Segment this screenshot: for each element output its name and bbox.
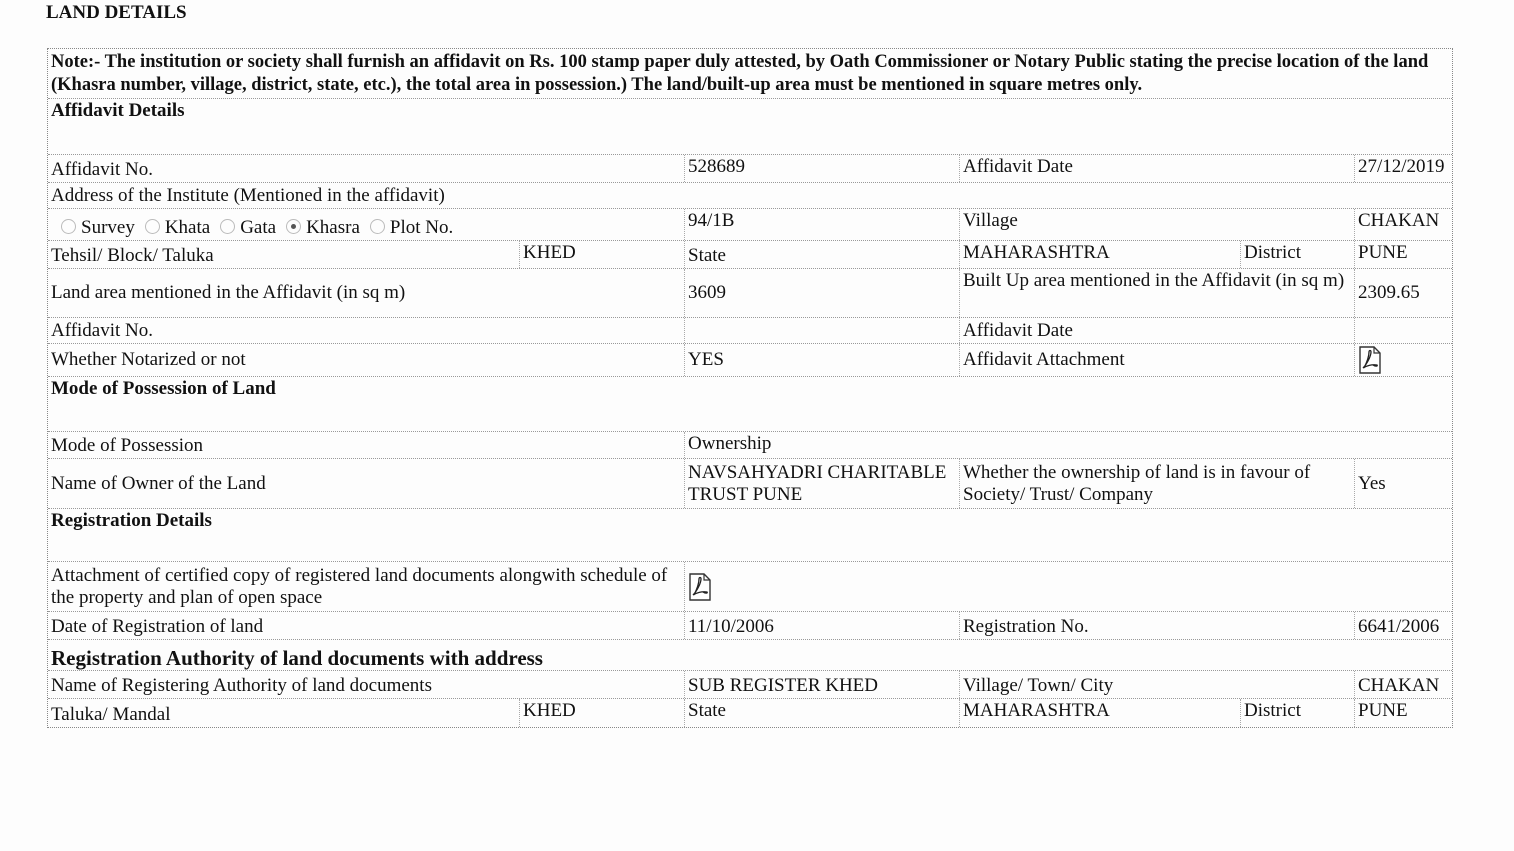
authority-taluka-label: Taluka/ Mandal xyxy=(48,699,520,727)
registration-date-label: Date of Registration of land xyxy=(48,612,685,639)
authority-name-row xyxy=(48,671,1452,699)
affidavit-no-row xyxy=(48,155,1452,183)
radio-khata[interactable] xyxy=(145,219,160,234)
authority-taluka-value: KHED xyxy=(520,699,685,727)
affidavit-date-value: 27/12/2019 xyxy=(1358,156,1445,177)
built-up-value: 2309.65 xyxy=(1358,282,1420,303)
radio-label: Khata xyxy=(164,217,211,238)
owner-label: Name of Owner of the Land xyxy=(48,459,685,508)
plot-value: 94/1B xyxy=(685,209,960,240)
note-row xyxy=(48,49,1452,99)
registration-no-value: 6641/2006 xyxy=(1358,616,1440,637)
location-type-row xyxy=(48,209,1452,241)
address-label: Address of the Institute (Mentioned in the affidavit) xyxy=(51,185,445,206)
affidavit-date-label: Affidavit Date xyxy=(960,155,1355,182)
village-label: Village xyxy=(960,209,1355,240)
owner-row xyxy=(48,459,1452,509)
affidavit-heading: Affidavit Details xyxy=(51,100,185,121)
favour-label: Whether the ownership of land is in favour of Society/ Trust/ Company xyxy=(960,459,1355,508)
authority-name-label: Name of Registering Authority of land documents xyxy=(48,671,685,698)
affidavit-no-value: 528689 xyxy=(685,155,960,182)
built-up-label: Built Up area mentioned in the Affidavit (in sq m) xyxy=(960,269,1355,317)
radio-survey[interactable] xyxy=(61,219,76,234)
authority-state-label: State xyxy=(685,699,960,727)
affidavit-no2-label: Affidavit No. xyxy=(48,318,685,343)
land-area-label: Land area mentioned in the Affidavit (in sq m) xyxy=(48,269,685,317)
authority-taluka-row xyxy=(48,699,1452,727)
radio-label: Survey xyxy=(81,217,135,238)
notarized-label: Whether Notarized or not xyxy=(48,344,685,376)
district-label: District xyxy=(1241,241,1355,268)
land-details-form xyxy=(47,48,1453,728)
possession-heading: Mode of Possession of Land xyxy=(51,378,276,399)
tehsil-row xyxy=(48,241,1452,269)
radio-label: Plot No. xyxy=(389,217,454,238)
notarized-row xyxy=(48,344,1452,377)
radio-label: Khasra xyxy=(306,217,360,238)
registration-attach-link[interactable] xyxy=(685,562,1452,611)
state-value: MAHARASHTRA xyxy=(960,241,1241,268)
mode-value: Ownership xyxy=(688,433,772,454)
registration-no-label: Registration No. xyxy=(960,612,1355,639)
registration-heading: Registration Details xyxy=(51,510,212,531)
pdf-icon[interactable] xyxy=(1358,346,1382,374)
favour-value: Yes xyxy=(1358,472,1386,494)
authority-name-value: SUB REGISTER KHED xyxy=(685,671,960,698)
registration-date-row xyxy=(48,612,1452,640)
radio-khasra[interactable] xyxy=(286,219,301,234)
affidavit-attachment-link[interactable] xyxy=(1355,344,1452,376)
address-row xyxy=(48,183,1452,209)
page-title: LAND DETAILS xyxy=(46,2,187,23)
authority-state-value: MAHARASHTRA xyxy=(960,699,1241,727)
pdf-icon[interactable] xyxy=(688,573,712,601)
mode-row xyxy=(48,432,1452,459)
registration-date-value: 11/10/2006 xyxy=(685,612,960,639)
location-type-radios xyxy=(48,209,685,240)
radio-group xyxy=(51,217,453,239)
authority-heading-row xyxy=(48,640,1452,671)
land-area-value: 3609 xyxy=(685,269,960,317)
registration-attach-label: Attachment of certified copy of registered land documents alongwith schedule of the property and plan of open space xyxy=(48,562,685,611)
affidavit-no2-value xyxy=(685,318,960,343)
notarized-value: YES xyxy=(685,344,960,376)
authority-village-label: Village/ Town/ City xyxy=(960,671,1355,698)
owner-value: NAVSAHYADRI CHARITABLE TRUST PUNE xyxy=(685,459,960,508)
authority-district-label: District xyxy=(1241,699,1355,727)
affidavit-attachment-label: Affidavit Attachment xyxy=(960,344,1355,376)
note-text: Note:- The institution or society shall furnish an affidavit on Rs. 100 stamp paper duly attested, by Oath Commissioner or Notary Public stating the precise location of the land (Khasra number, village, district, state, etc.), the total area in possession.) The land/built-up area must be mentioned in square metres only. xyxy=(51,52,1429,95)
possession-heading-row xyxy=(48,377,1452,432)
mode-label: Mode of Possession xyxy=(48,432,685,458)
affidavit-no2-row xyxy=(48,318,1452,344)
area-row xyxy=(48,269,1452,318)
affidavit-no-label: Affidavit No. xyxy=(48,155,685,182)
radio-label: Gata xyxy=(240,217,277,238)
district-value: PUNE xyxy=(1358,242,1408,263)
radio-gata[interactable] xyxy=(220,219,235,234)
village-value: CHAKAN xyxy=(1358,210,1440,231)
radio-plot-no[interactable] xyxy=(370,219,385,234)
tehsil-label: Tehsil/ Block/ Taluka xyxy=(48,241,520,268)
affidavit-date2-value xyxy=(1355,318,1452,343)
registration-heading-row xyxy=(48,509,1452,562)
authority-heading: Registration Authority of land documents with address xyxy=(51,646,543,670)
affidavit-heading-row xyxy=(48,99,1452,155)
authority-district-value: PUNE xyxy=(1358,700,1408,721)
state-label: State xyxy=(685,241,960,268)
authority-village-value: CHAKAN xyxy=(1358,675,1440,696)
registration-attach-row xyxy=(48,562,1452,612)
tehsil-value: KHED xyxy=(520,241,685,268)
affidavit-date2-label: Affidavit Date xyxy=(960,318,1355,343)
